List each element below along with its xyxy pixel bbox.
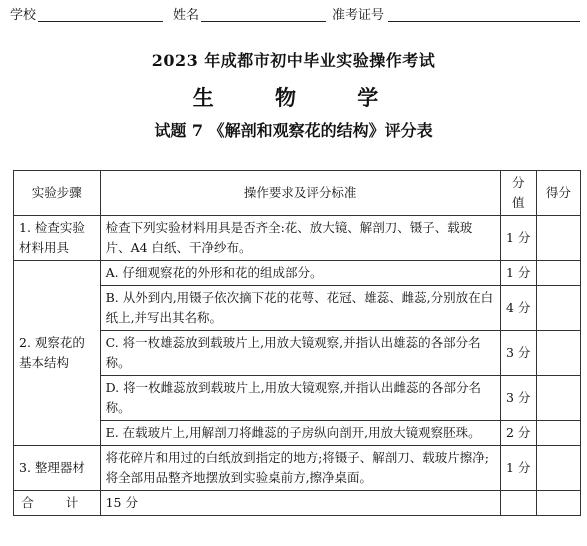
name-blank [201, 21, 326, 22]
scoring-table [13, 170, 581, 516]
score-value: 1 分 [500, 216, 536, 261]
score-value: 1 分 [500, 261, 536, 286]
header-step: 实验步骤 [14, 171, 101, 216]
name-label: 姓名 [173, 8, 200, 23]
table-row [14, 216, 581, 261]
step-label: 2. 观察花的基本结构 [14, 261, 101, 446]
score-value: 1 分 [500, 446, 536, 491]
table-row [14, 261, 581, 286]
requirement-text: B. 从外到内,用镊子依次摘下花的花萼、花冠、雄蕊、雌蕊,分别放在白纸上,并写出其名称。 [100, 286, 500, 331]
total-earned-cell[interactable] [536, 491, 580, 516]
total-row [14, 491, 581, 516]
score-value: 2 分 [500, 421, 536, 446]
requirement-text: E. 在载玻片上,用解剖刀将雌蕊的子房纵向剖开,用放大镜观察胚珠。 [100, 421, 500, 446]
total-label: 合 计 [14, 491, 101, 516]
school-blank [38, 21, 163, 22]
step-label: 1. 检查实验材料用具 [14, 216, 101, 261]
earned-cell[interactable] [536, 376, 580, 421]
earned-cell[interactable] [536, 286, 580, 331]
exam-title: 2023 年成都市初中毕业实验操作考试 [151, 51, 436, 70]
earned-cell[interactable] [536, 331, 580, 376]
subject-title: 生 物 学 [192, 85, 395, 110]
score-value: 3 分 [500, 376, 536, 421]
exam-number-blank [388, 21, 580, 22]
total-value: 15 分 [100, 491, 500, 516]
header-earned: 得分 [536, 171, 580, 216]
exam-number-label: 准考证号 [332, 8, 385, 23]
exam-info-line [0, 6, 587, 26]
requirement-text: C. 将一枚雄蕊放到载玻片上,用放大镜观察,并指认出雄蕊的各部分名称。 [100, 331, 500, 376]
header-score: 分值 [500, 171, 536, 216]
earned-cell[interactable] [536, 216, 580, 261]
step-label: 3. 整理器材 [14, 446, 101, 491]
requirement-text: 检查下列实验材料用具是否齐全:花、放大镜、解剖刀、镊子、载玻片、A4 白纸、干净纱布。 [100, 216, 500, 261]
score-value: 3 分 [500, 331, 536, 376]
header-requirements: 操作要求及评分标准 [100, 171, 500, 216]
school-label: 学校 [10, 8, 37, 23]
score-value: 4 分 [500, 286, 536, 331]
requirement-text: A. 仔细观察花的外形和花的组成部分。 [100, 261, 500, 286]
earned-cell[interactable] [536, 261, 580, 286]
requirement-text: D. 将一枚雌蕊放到载玻片上,用放大镜观察,并指认出雌蕊的各部分名称。 [100, 376, 500, 421]
table-row [14, 446, 581, 491]
earned-cell[interactable] [536, 446, 580, 491]
table-header-row [14, 171, 581, 216]
earned-cell[interactable] [536, 421, 580, 446]
requirement-text: 将花碎片和用过的白纸放到指定的地方;将镊子、解剖刀、载玻片擦净;将全部用品整齐地摆放到实验桌前方,擦净桌面。 [100, 446, 500, 491]
total-score-cell [500, 491, 536, 516]
test-title: 试题 7 《解剖和观察花的结构》评分表 [154, 121, 433, 140]
